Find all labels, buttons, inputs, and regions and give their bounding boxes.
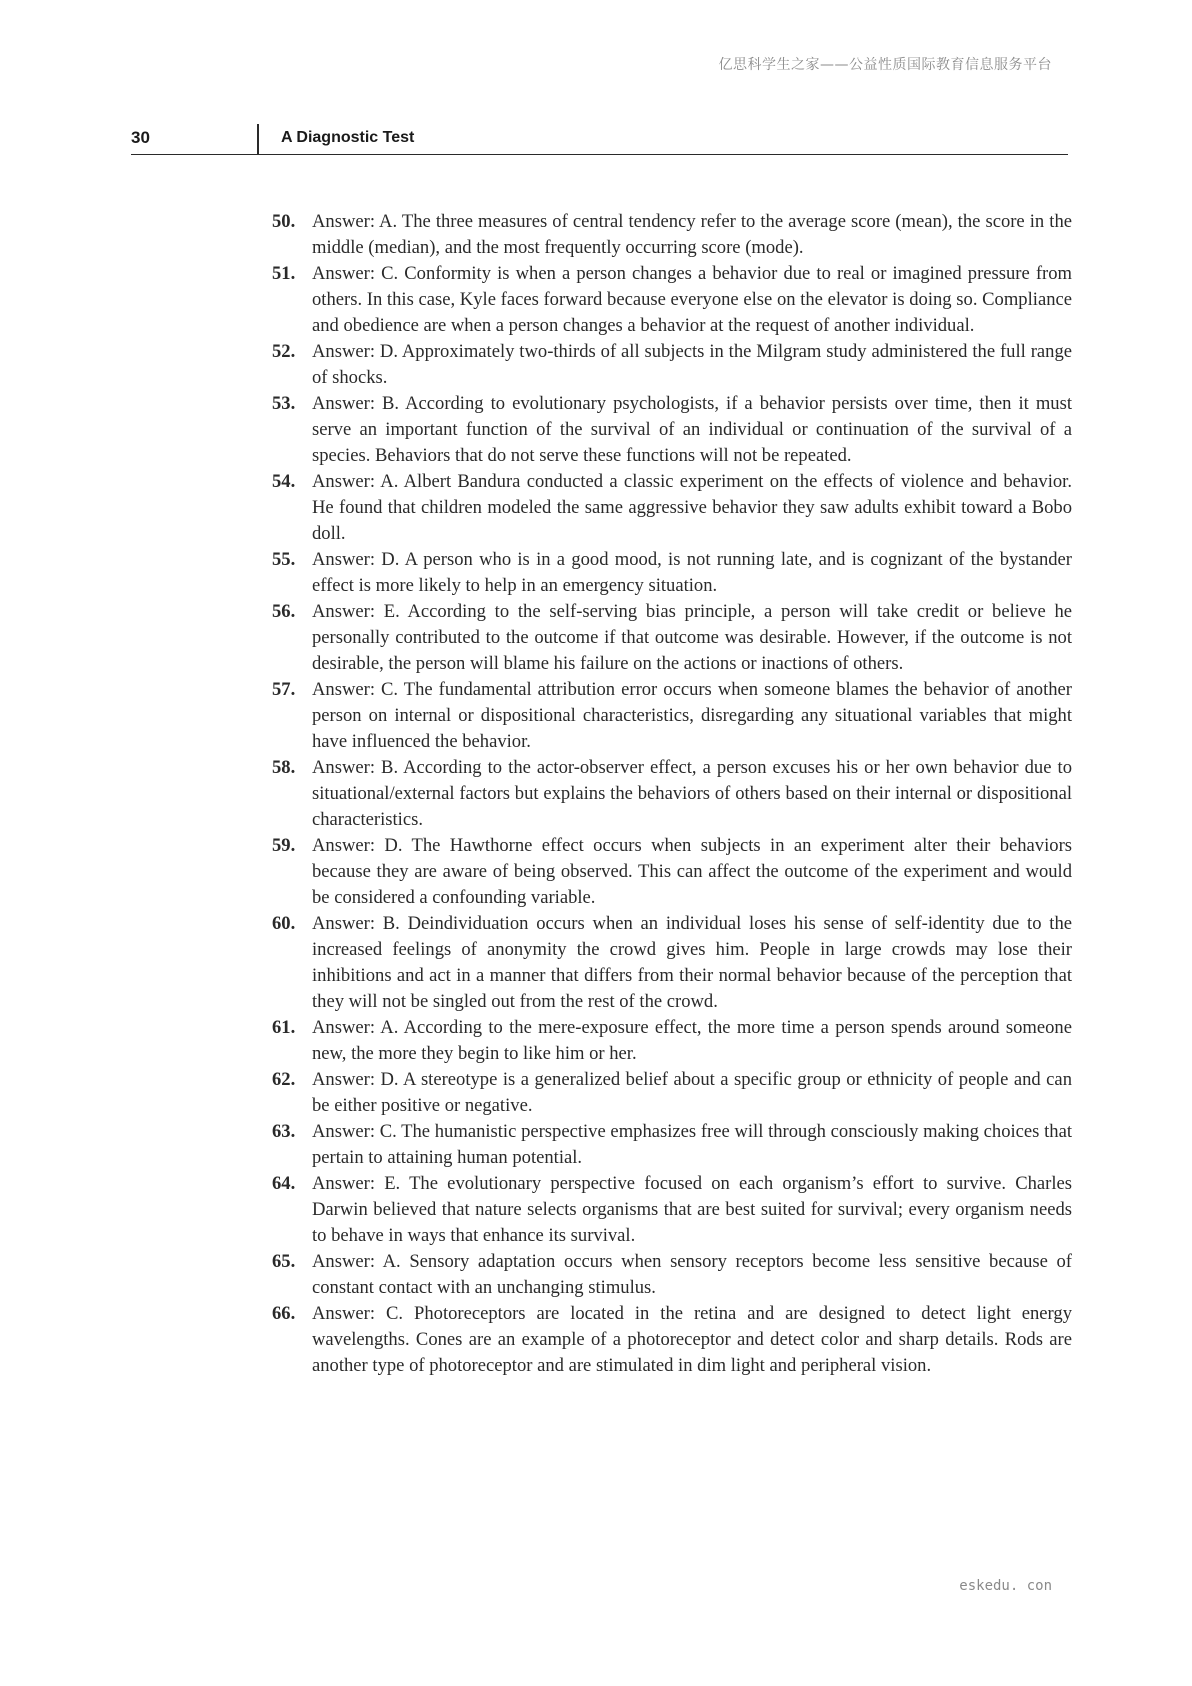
answer-item — [272, 209, 1072, 261]
answer-text: Answer: B. Deindividuation occurs when an individual loses his sense of self-identity due to the increased feelings of anonymity the crowd gives him. People in large crowds may lose their inhibitions and act in a manner that differs from their normal behavior because of the perception that they will not be singled out from the rest of the crowd. — [312, 913, 1072, 1012]
answer-text: Answer: D. The Hawthorne effect occurs when subjects in an experiment alter their behaviors because they are aware of being observed. This can affect the outcome of the experiment and would be considered a confounding variable. — [312, 835, 1072, 908]
answer-item — [272, 755, 1072, 833]
running-head — [131, 124, 1068, 155]
answer-text: Answer: D. A stereotype is a generalized belief about a specific group or ethnicity of people and can be either positive or negative. — [312, 1069, 1072, 1116]
answer-text: Answer: A. According to the mere-exposure effect, the more time a person spends around someone new, the more they begin to like him or her. — [312, 1017, 1072, 1064]
answer-number: 64. — [272, 1173, 296, 1194]
answer-number: 56. — [272, 601, 296, 622]
answer-number: 55. — [272, 549, 296, 570]
header-divider — [257, 124, 259, 154]
answer-item — [272, 1015, 1072, 1067]
answer-text: Answer: C. The humanistic perspective emphasizes free will through consciously making choices that pertain to attaining human potential. — [312, 1121, 1072, 1168]
answer-text: Answer: C. The fundamental attribution error occurs when someone blames the behavior of another person on internal or dispositional characteristics, disregarding any situational variables that might have influenced the behavior. — [312, 679, 1072, 752]
answer-number: 63. — [272, 1121, 296, 1142]
answer-text: Answer: D. A person who is in a good mood, is not running late, and is cognizant of the bystander effect is more likely to help in an emergency situation. — [312, 549, 1072, 596]
answer-item — [272, 1301, 1072, 1379]
watermark-top: 亿思科学生之家——公益性质国际教育信息服务平台 — [718, 57, 1052, 73]
answer-item — [272, 1249, 1072, 1301]
answer-number: 66. — [272, 1303, 296, 1324]
answer-text: Answer: B. According to evolutionary psychologists, if a behavior persists over time, then it must serve an important function of the survival of an individual or continuation of the survival of a species. Behaviors that do not serve these functions will not be repeated. — [312, 393, 1072, 466]
answer-item — [272, 911, 1072, 1015]
answer-item — [272, 1067, 1072, 1119]
answer-number: 59. — [272, 835, 296, 856]
answer-item — [272, 469, 1072, 547]
section-title: A Diagnostic Test — [281, 129, 415, 146]
answer-number: 51. — [272, 263, 296, 284]
answer-number: 60. — [272, 913, 296, 934]
answer-number: 57. — [272, 679, 296, 700]
answer-text: Answer: A. The three measures of central tendency refer to the average score (mean), the score in the middle (median), and the most frequently occurring score (mode). — [312, 211, 1072, 258]
answer-number: 62. — [272, 1069, 296, 1090]
answer-item — [272, 1119, 1072, 1171]
answer-number: 65. — [272, 1251, 296, 1272]
page-number: 30 — [131, 128, 150, 147]
answer-number: 52. — [272, 341, 296, 362]
answer-item — [272, 547, 1072, 599]
answer-item — [272, 339, 1072, 391]
answer-item — [272, 391, 1072, 469]
answer-item — [272, 677, 1072, 755]
answer-text: Answer: D. Approximately two-thirds of all subjects in the Milgram study administered the full range of shocks. — [312, 341, 1072, 388]
answer-text: Answer: A. Sensory adaptation occurs when sensory receptors become less sensitive because of constant contact with an unchanging stimulus. — [312, 1251, 1072, 1298]
answer-number: 58. — [272, 757, 296, 778]
answer-item — [272, 599, 1072, 677]
answer-text: Answer: A. Albert Bandura conducted a classic experiment on the effects of violence and behavior. He found that children modeled the same aggressive behavior they saw adults exhibit toward a Bobo doll. — [312, 471, 1072, 544]
answer-text: Answer: C. Photoreceptors are located in the retina and are designed to detect light energy wavelengths. Cones are an example of a photoreceptor and detect color and sharp details. Rods are another type of photoreceptor and are stimulated in dim light and peripheral vision. — [312, 1303, 1072, 1376]
answer-item — [272, 1171, 1072, 1249]
answer-number: 50. — [272, 211, 296, 232]
answer-text: Answer: C. Conformity is when a person changes a behavior due to real or imagined pressure from others. In this case, Kyle faces forward because everyone else on the elevator is doing so. Compliance and obedience are when a person changes a behavior at the request of another individual. — [312, 263, 1072, 336]
answer-item — [272, 833, 1072, 911]
answer-list — [272, 209, 1072, 1379]
answer-text: Answer: E. The evolutionary perspective focused on each organism’s effort to survive. Charles Darwin believed that nature selects organisms that are best suited for survival; every organism needs to behave in ways that enhance its survival. — [312, 1173, 1072, 1246]
answer-item — [272, 261, 1072, 339]
answer-number: 53. — [272, 393, 296, 414]
answer-text: Answer: E. According to the self-serving bias principle, a person will take credit or believe he personally contributed to the outcome if that outcome was desirable. However, if the outcome is not desirable, the person will blame his failure on the actions or inactions of others. — [312, 601, 1072, 674]
answer-text: Answer: B. According to the actor-observer effect, a person excuses his or her own behavior due to situational/external factors but explains the behaviors of others based on their internal or dispositional characteristics. — [312, 757, 1072, 830]
answer-number: 54. — [272, 471, 296, 492]
answer-number: 61. — [272, 1017, 296, 1038]
watermark-bottom: eskedu. con — [959, 1578, 1052, 1594]
